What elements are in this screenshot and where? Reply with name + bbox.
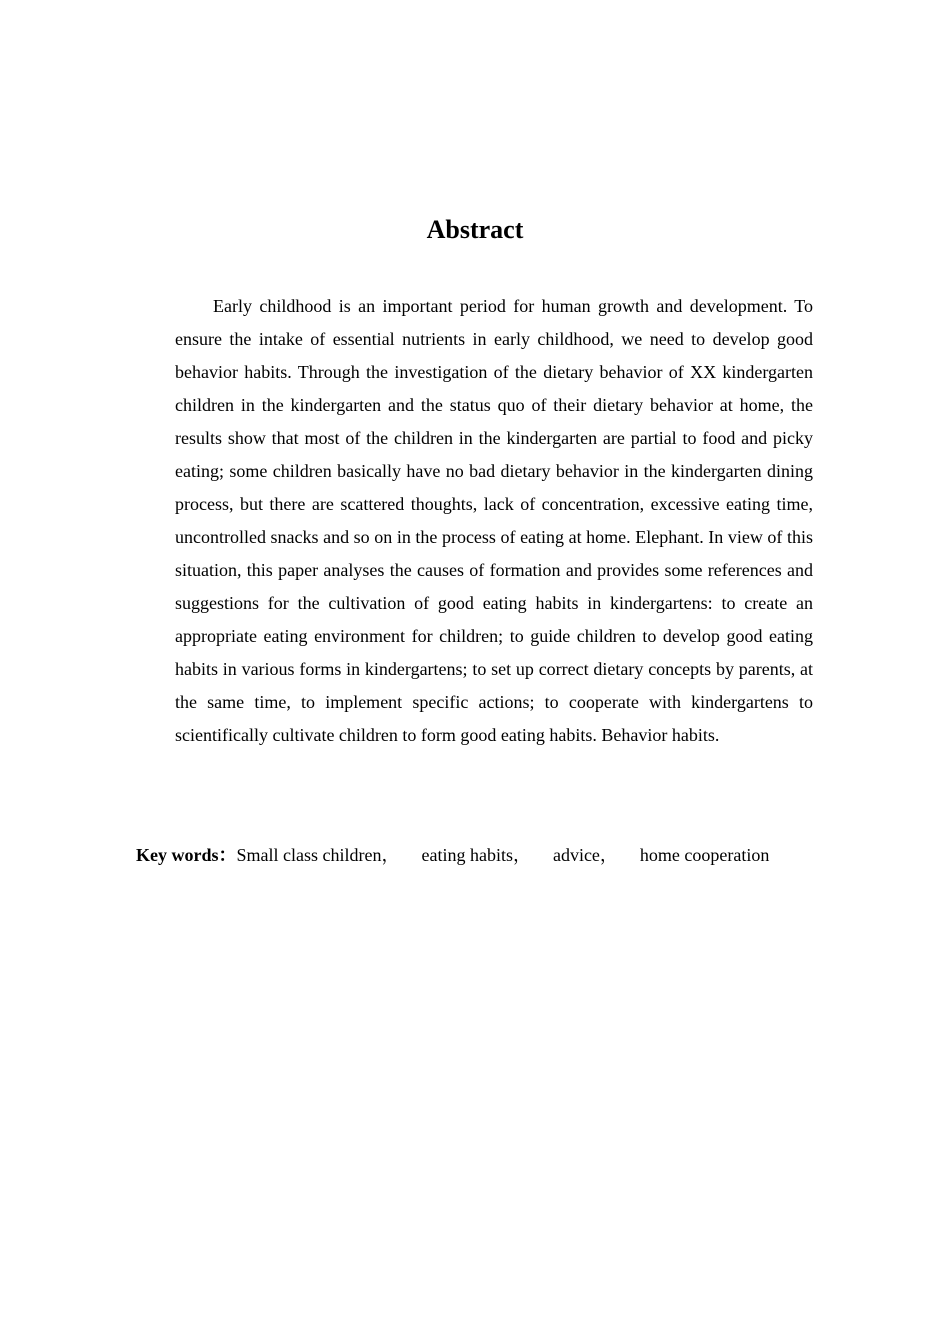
keyword-item: Small class children，	[236, 845, 400, 865]
abstract-title: Abstract	[426, 215, 524, 244]
keywords-label: Key words：	[136, 845, 237, 865]
keywords-line	[136, 840, 836, 870]
keyword-item: advice，	[552, 845, 618, 865]
keyword-item: home cooperation	[639, 845, 770, 865]
keyword-item: eating habits，	[421, 845, 531, 865]
abstract-body: Early childhood is an important period for human growth and development. To ensure the intake of essential nutrients in early childhood, we need to develop good behavior habits. Through the investigation of the dietary behavior of XX kindergarten children in the kindergarten and the status quo of their dietary behavior at home, the results show that most of the children in the kindergarten are partial to food and picky eating; some children basically have no bad dietary behavior in the kindergarten dining process, but there are scattered thoughts, lack of concentration, excessive eating time, uncontrolled snacks and so on in the process of eating at home. Elephant. In view of this situation, this paper analyses the causes of formation and provides some references and suggestions for the cultivation of good eating habits in kindergartens: to create an appropriate eating environment for children; to guide children to develop good eating habits in various forms in kindergartens; to set up correct dietary concepts by parents, at the same time, to implement specific actions; to cooperate with kindergartens to scientifically cultivate children to form good eating habits. Behavior habits.	[175, 296, 813, 745]
